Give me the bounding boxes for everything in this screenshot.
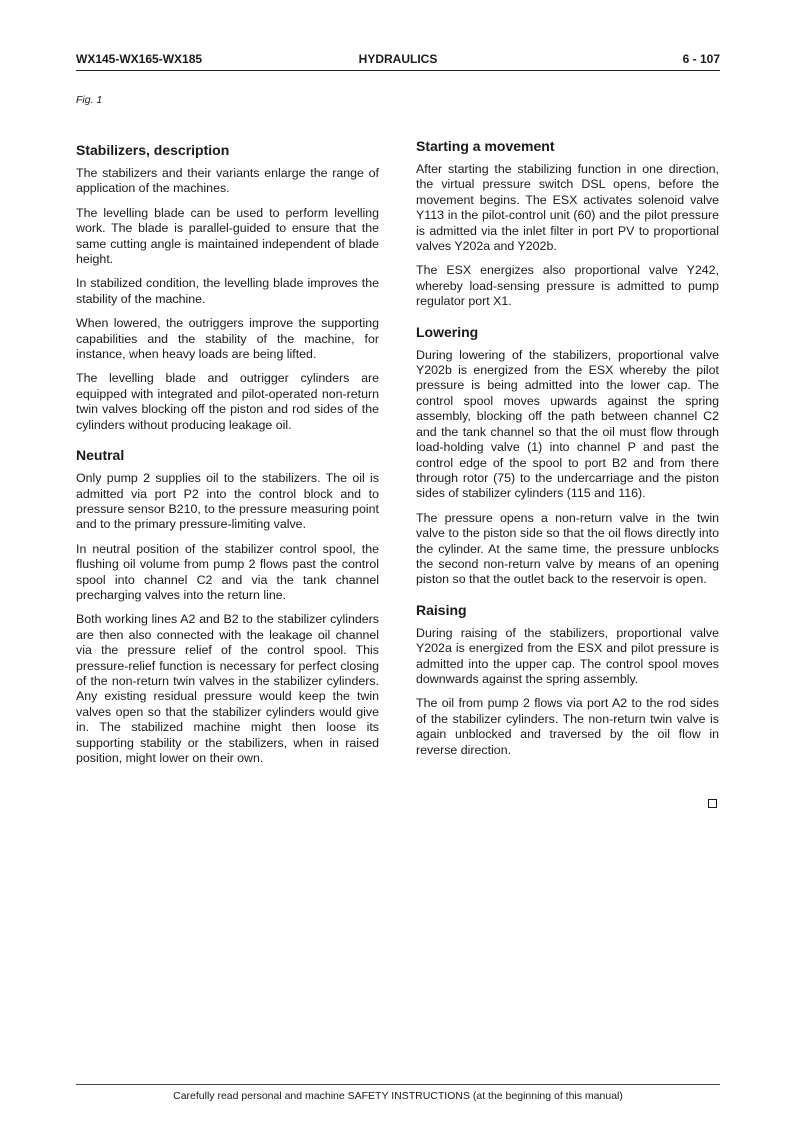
section-title: HYDRAULICS — [358, 52, 438, 66]
paragraph: The levelling blade and outrigger cylinders are equipped with integrated and pilot-operated non-return twin valves blocking off the piston and rod sides of the cylinders without producing leakage oil. — [76, 371, 379, 432]
paragraph: In stabilized condition, the levelling blade improves the stability of the machine. — [76, 276, 379, 306]
paragraph: The stabilizers and their variants enlarge the range of application of the machines. — [76, 166, 379, 196]
model-label: WX145-WX165-WX185 — [76, 52, 203, 66]
right-column — [416, 137, 719, 767]
paragraph: The ESX energizes also proportional valve Y242, whereby load-sensing pressure is admitted to pump regulator port X1. — [416, 263, 719, 309]
footer-divider — [76, 1084, 720, 1085]
paragraph: When lowered, the outriggers improve the supporting capabilities and the stability of the machine, for instance, when heavy loads are being lifted. — [76, 316, 379, 362]
paragraph: Only pump 2 supplies oil to the stabilizers. The oil is admitted via port P2 into the control block and to pressure sensor B210, to the pressure measuring point and to the primary pressure-limiting valve. — [76, 471, 379, 532]
figure-label: Fig. 1 — [76, 94, 103, 106]
end-of-section-marker-icon — [708, 799, 717, 808]
paragraph: Both working lines A2 and B2 to the stabilizer cylinders are then also connected with the leakage oil channel via the pressure relief of the control spool. This pressure-relief function is necessary for perfect closing of the non-return twin valves in the stabilizer cylinders. Any existing residual pressure would keep the twin valves open so that the stabilizer cylinders would give in. The stabilized machine might then loose its supporting stability or the stabilizers, when in raised position, might lower on their own. — [76, 612, 379, 765]
left-column — [76, 141, 379, 775]
paragraph: The oil from pump 2 flows via port A2 to the rod sides of the stabilizer cylinders. The non-return twin valve is again unblocked and traversed by the oil flow in reverse direction. — [416, 696, 719, 757]
footer-safety-note: Carefully read personal and machine SAFETY INSTRUCTIONS (at the beginning of this manual) — [173, 1090, 623, 1102]
paragraph: In neutral position of the stabilizer control spool, the flushing oil volume from pump 2 flows past the control spool into channel C2 and via the tank channel precharging valves into the return line. — [76, 541, 379, 602]
page-number: 6 - 107 — [682, 52, 720, 66]
paragraph: During raising of the stabilizers, proportional valve Y202a is energized from the ESX and pilot pressure is admitted into the upper cap. The control spool moves downwards against the spring assembly. — [416, 625, 719, 686]
heading-raising: Raising — [416, 601, 467, 618]
paragraph: The pressure opens a non-return valve in the twin valve to the piston side so that the oil flows directly into the cylinder. At the same time, the pressure unblocks the second non-return valve by means of an opening piston so that the outlet back to the reservoir is open. — [416, 510, 719, 587]
heading-lowering: Lowering — [416, 323, 479, 340]
heading-starting-a-movement: Starting a movement — [416, 138, 555, 154]
heading-stabilizers-description: Stabilizers, description — [76, 142, 230, 158]
paragraph: After starting the stabilizing function in one direction, the virtual pressure switch DSL opens, before the movement begins. The ESX activates solenoid valve Y113 in the pilot-control unit (60) and the pilot pressure is admitted via the inlet filter in port PV to proportional valves Y202a and Y202b. — [416, 162, 719, 254]
page-header — [76, 52, 720, 71]
paragraph: The levelling blade can be used to perform levelling work. The blade is parallel-guided to ensure that the same cutting angle is maintained independent of blade height. — [76, 205, 379, 267]
paragraph: During lowering of the stabilizers, proportional valve Y202b is energized from the ESX whereby the pilot pressure is being admitted into the lower cap. The control spool moves upwards against the spring assembly, blocking off the path between channel C2 and the tank channel so that the oil must flow through load-holding valve (1) into channel P and past the control edge of the spool to port B2 and from there through rotor (75) to the undercarriage and the piston sides of stabilizer cylinders (115 and 116). — [416, 347, 719, 501]
heading-neutral: Neutral — [76, 447, 125, 464]
